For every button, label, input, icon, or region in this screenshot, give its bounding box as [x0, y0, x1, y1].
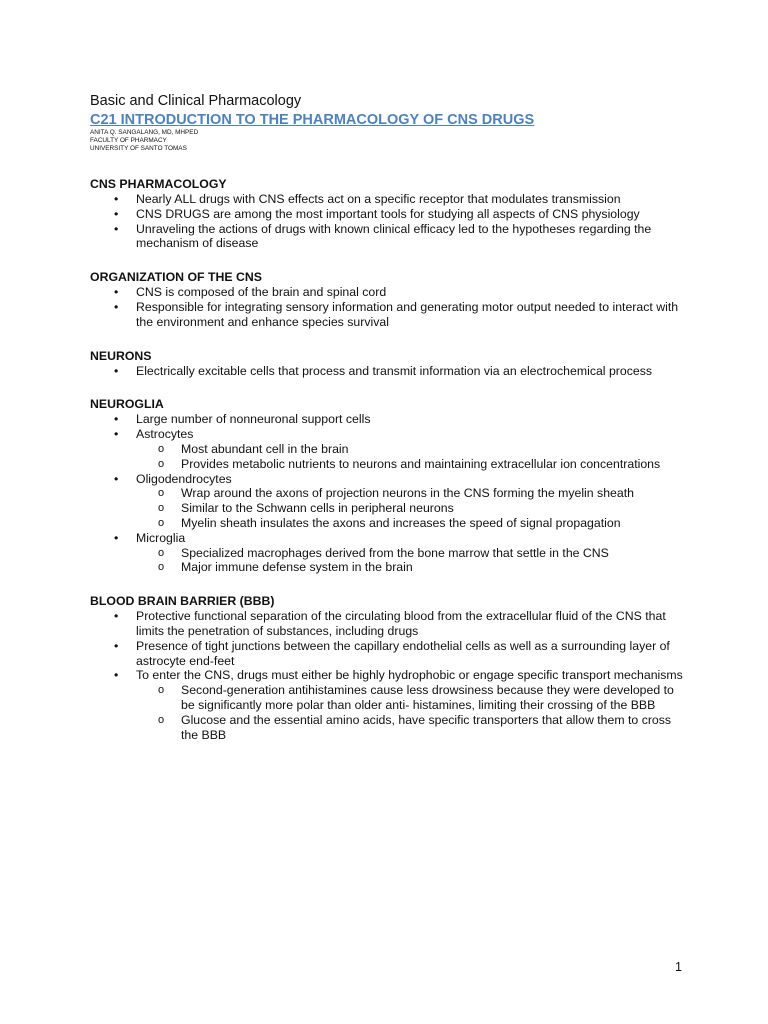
sub-bullet-icon: o: [158, 684, 165, 697]
section-heading: BLOOD BRAIN BARRIER (BBB): [90, 594, 275, 609]
list-item-text: CNS is composed of the brain and spinal cord: [136, 285, 387, 300]
list-item-text: Presence of tight junctions between the capillary endothelial cells as well as a surrounding layer of astrocyte end-feet: [136, 638, 670, 668]
sub-list-item-text: Glucose and the essential amino acids, have specific transporters that allow them to cross the BBB: [181, 712, 672, 742]
list-item: [90, 364, 690, 379]
bullet-list: [90, 412, 690, 575]
sub-bullet-list: [136, 486, 690, 530]
sub-bullet-icon: o: [158, 546, 165, 559]
sub-bullet-list: [136, 546, 690, 576]
sub-bullet-icon: o: [158, 516, 165, 529]
sub-list-item-text: Specialized macrophages derived from the bone marrow that settle in the CNS: [181, 545, 609, 560]
sub-list-item-text: Similar to the Schwann cells in peripheral neurons: [181, 501, 454, 516]
list-item: [90, 472, 690, 531]
sub-list-item-text: Major immune defense system in the brain: [181, 560, 413, 575]
list-item-text: Unraveling the actions of drugs with known clinical efficacy led to the hypotheses regarding the mechanism of disease: [136, 221, 652, 251]
list-item: [90, 427, 690, 471]
sub-list-item: [136, 546, 690, 561]
list-item-text: CNS DRUGS are among the most important tools for studying all aspects of CNS physiology: [136, 206, 640, 221]
list-item-text: Nearly ALL drugs with CNS effects act on a specific receptor that modulates transmission: [136, 192, 621, 206]
section-organization-of-the-cns: [90, 270, 690, 329]
sub-bullet-icon: o: [158, 442, 165, 455]
bullet-icon: •: [114, 638, 119, 653]
bullet-list: [90, 364, 690, 379]
university-line: UNIVERSITY OF SANTO TOMAS: [90, 145, 187, 152]
sub-bullet-icon: o: [158, 487, 165, 500]
course-title: Basic and Clinical Pharmacology: [90, 93, 302, 109]
section-cns-pharmacology: [90, 177, 690, 251]
sub-list-item: [136, 501, 690, 516]
list-item: [90, 412, 690, 427]
faculty-line: FACULTY OF PHARMACY: [90, 137, 167, 144]
page-number: 1: [675, 960, 682, 974]
section-neurons: [90, 349, 690, 379]
sub-list-item-text: Wrap around the axons of projection neurons in the CNS forming the myelin sheath: [181, 486, 634, 501]
section-neuroglia: [90, 397, 690, 575]
list-item: [90, 285, 690, 300]
sub-bullet-icon: o: [158, 561, 165, 574]
sub-list-item-text: Second-generation antihistamines cause less drowsiness because they were developed to be significantly more polar than older anti- histamines, limiting their crossing of the BBB: [181, 683, 674, 712]
list-item: [90, 668, 690, 742]
list-item-text: Responsible for integrating sensory information and generating motor output needed to interact with the environment and enhance species survival: [136, 299, 679, 329]
list-item: [90, 300, 690, 330]
sub-list-item: [136, 516, 690, 531]
list-item: [90, 609, 690, 639]
bullet-list: [90, 192, 690, 251]
bullet-icon: •: [114, 221, 119, 236]
sub-bullet-list: [136, 683, 690, 742]
list-item-text: To enter the CNS, drugs must either be highly hydrophobic or engage specific transport mechanisms: [136, 668, 683, 683]
bullet-list: [90, 609, 690, 742]
list-item: [90, 639, 690, 669]
sub-list-item: [136, 486, 690, 501]
bullet-icon: •: [114, 192, 119, 206]
list-item: [90, 222, 690, 252]
bullet-icon: •: [114, 471, 119, 486]
sub-bullet-list: [136, 442, 690, 472]
sub-list-item-text: Most abundant cell in the brain: [181, 441, 349, 456]
sub-list-item-text: Myelin sheath insulates the axons and increases the speed of signal propagation: [181, 515, 621, 530]
bullet-icon: •: [114, 412, 119, 427]
sub-list-item: [136, 457, 690, 472]
section-heading: CNS PHARMACOLOGY: [90, 177, 227, 191]
sub-list-item: [136, 560, 690, 575]
bullet-icon: •: [114, 609, 119, 624]
section-heading: ORGANIZATION OF THE CNS: [90, 270, 262, 285]
list-item-text: Large number of nonneuronal support cells: [136, 412, 371, 427]
section-heading: NEURONS: [90, 348, 152, 363]
lecture-title: C21 INTRODUCTION TO THE PHARMACOLOGY OF CNS DRUGS: [90, 112, 535, 128]
list-item-text: Electrically excitable cells that process and transmit information via an electrochemical process: [136, 363, 653, 378]
sub-list-item: [136, 683, 690, 713]
list-item: [90, 531, 690, 575]
bullet-list: [90, 285, 690, 329]
list-item-text: Astrocytes: [136, 427, 194, 442]
bullet-icon: •: [114, 299, 119, 314]
bullet-icon: •: [114, 285, 119, 300]
sub-bullet-icon: o: [158, 502, 165, 515]
section-blood-brain-barrier: [90, 594, 690, 742]
sub-bullet-icon: o: [158, 713, 165, 726]
document-page: [90, 92, 690, 742]
sub-list-item-text: Provides metabolic nutrients to neurons and maintaining extracellular ion concentrations: [181, 456, 661, 471]
list-item-text: Oligodendrocytes: [136, 471, 232, 486]
section-heading: NEUROGLIA: [90, 397, 164, 412]
sub-bullet-icon: o: [158, 457, 165, 470]
sub-list-item: [136, 442, 690, 457]
list-item-text: Protective functional separation of the circulating blood from the extracellular fluid of the CNS that limits the penetration of substances, including drugs: [136, 609, 666, 638]
author-line: ANITA Q. SANGALANG, MD, MHPED: [90, 129, 199, 136]
list-item: [90, 207, 690, 222]
bullet-icon: •: [114, 206, 119, 221]
sub-list-item: [136, 713, 690, 743]
bullet-icon: •: [114, 530, 119, 545]
list-item: [90, 192, 690, 207]
bullet-icon: •: [114, 427, 119, 442]
bullet-icon: •: [114, 668, 119, 683]
document-header: [90, 92, 690, 153]
list-item-text: Microglia: [136, 530, 186, 545]
bullet-icon: •: [114, 363, 119, 378]
